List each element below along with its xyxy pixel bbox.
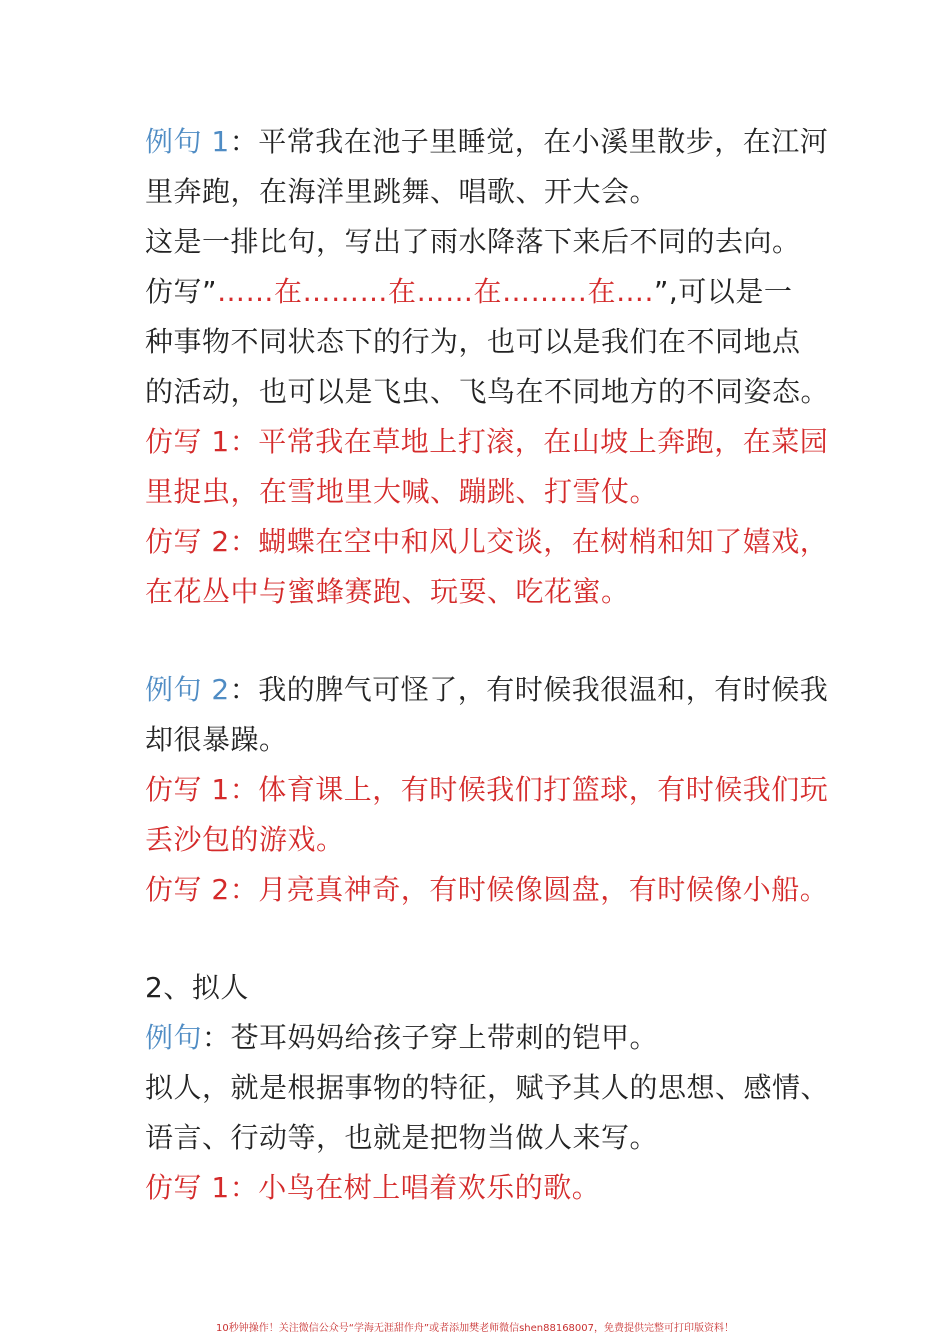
example-1-explain-3: 种事物不同状态下的行为，也可以是我们在不同地点 — [145, 325, 801, 358]
example-2-line-1 — [145, 670, 828, 710]
example-1-explain-1: 这是一排比句，写出了雨水降落下来后不同的去向。 — [145, 225, 801, 258]
example-1-imitation-1-line-2: 里捉虫，在雪地里大喊、蹦跳、打雪仗。 — [145, 475, 659, 508]
section-heading-personification: 2、拟人 — [145, 971, 249, 1004]
example-1-explain-4: 的活动，也可以是飞虫、飞鸟在不同地方的不同姿态。 — [145, 375, 830, 408]
example-1-text-2: 里奔跑，在海洋里跳舞、唱歌、开大会。 — [145, 175, 659, 208]
example-1-line-1 — [145, 122, 828, 162]
example-3-label: 例句 — [145, 1021, 203, 1054]
example-2-text-2: 却很暴躁。 — [145, 723, 288, 756]
example-2-imitation-1-line-2: 丢沙包的游戏。 — [145, 823, 345, 856]
example-2-label: 例句 2 — [145, 673, 230, 706]
example-1-imitation-2-line-1: 仿写 2：蝴蝶在空中和风儿交谈，在树梢和知了嬉戏， — [145, 525, 829, 558]
explain-2-suffix: ”,可以是一 — [653, 275, 793, 308]
example-3-line — [145, 1018, 658, 1058]
footer-notice: 10秒钟操作！关注微信公众号“学海无涯甜作舟”或者添加樊老师微信shen88168007，免费提供完整可打印版资料！ — [215, 1323, 735, 1334]
example-3-imitation-1: 仿写 1：小鸟在树上唱着欢乐的歌。 — [145, 1171, 601, 1204]
example-1-imitation-2-line-2: 在花丛中与蜜蜂赛跑、玩耍、吃花蜜。 — [145, 575, 630, 608]
example-3-explain-2: 语言、行动等，也就是把物当做人来写。 — [145, 1121, 659, 1154]
example-3-explain-1: 拟人，就是根据事物的特征，赋予其人的思想、感情、 — [145, 1071, 830, 1104]
example-1-imitation-1-line-1: 仿写 1：平常我在草地上打滚，在山坡上奔跑，在菜园 — [145, 425, 829, 458]
example-1-explain-2 — [145, 272, 792, 312]
example-2-imitation-2: 仿写 2：月亮真神奇，有时候像圆盘，有时候像小船。 — [145, 873, 829, 906]
example-3-text: ：苍耳妈妈给孩子穿上带刺的铠甲。 — [202, 1021, 659, 1054]
example-1-label: 例句 1 — [145, 125, 230, 158]
example-2-text-1: ：我的脾气可怪了，有时候我很温和，有时候我 — [229, 673, 829, 706]
explain-2-prefix: 仿写” — [145, 275, 218, 308]
explain-2-pattern: ……在………在……在………在…. — [217, 275, 654, 308]
example-1-text-1: ：平常我在池子里睡觉，在小溪里散步，在江河 — [229, 125, 829, 158]
example-2-imitation-1-line-1: 仿写 1：体育课上，有时候我们打篮球，有时候我们玩 — [145, 773, 829, 806]
